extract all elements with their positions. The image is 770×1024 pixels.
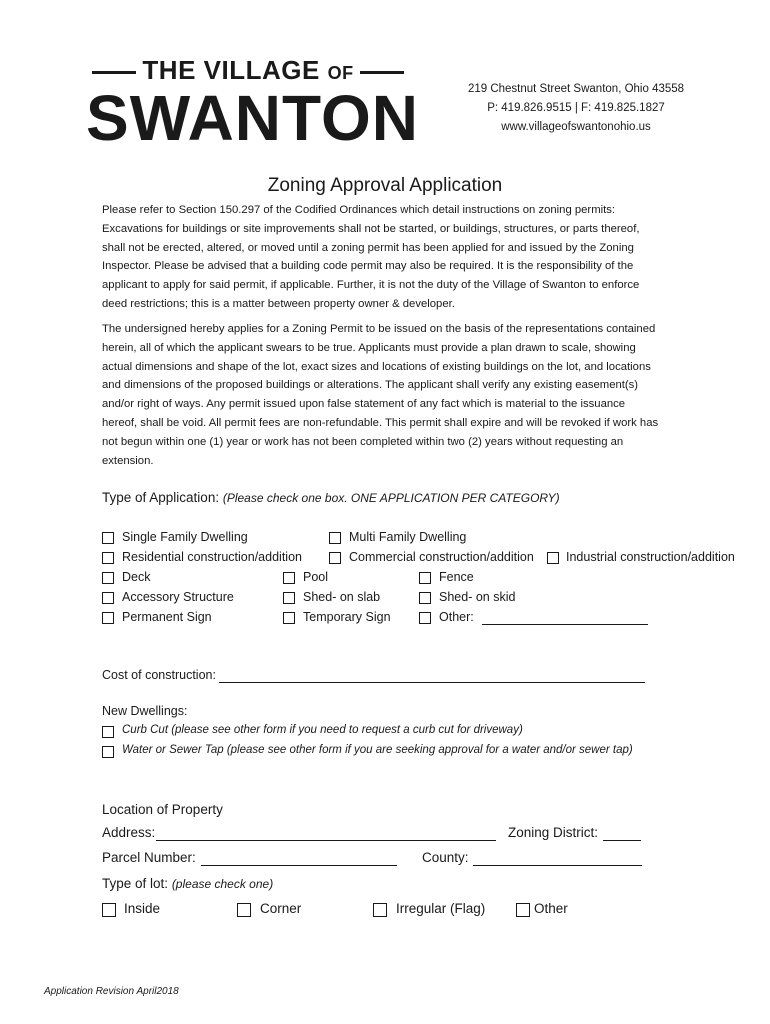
label-fence: Fence — [439, 570, 474, 584]
address-label: Address: — [102, 825, 156, 840]
checkbox-water-sewer[interactable] — [102, 746, 114, 758]
county-input[interactable] — [473, 865, 642, 866]
checkbox-industrial[interactable] — [547, 552, 559, 564]
checkbox-shed-skid[interactable] — [419, 592, 431, 604]
label-industrial: Industrial construction/addition — [566, 550, 735, 564]
checkbox-fence[interactable] — [419, 572, 431, 584]
parcel-number-label: Parcel Number: — [102, 850, 196, 865]
page-title: Zoning Approval Application — [267, 175, 503, 196]
intro-paragraph-2: The undersigned hereby applies for a Zoning Permit to be issued on the basis of the representations contained herein, all of which the applicant swears to be true. Applicants must provide a plan drawn to scale, showing actual dimensions and shape of the lot, exact sizes and locations of existing buildings on the lot, and locations and dimensions of the proposed buildings or alterations. The applicant shall verify any existing easement(s) and/or right of ways. Any permit issued upon false statement of any fact which is material to the issuance hereof, shall be void. All permit fees are non-refundable. This permit shall expire and will be revoked if work has not begun within one (1) year or work has not been completed within two (2) years without requesting an extension. — [102, 323, 659, 467]
label-pool: Pool — [303, 570, 329, 584]
parcel-number-input[interactable] — [201, 865, 397, 866]
label-deck: Deck — [122, 570, 151, 584]
application-type-label: Type of Application: — [102, 490, 220, 505]
checkbox-permanent-sign[interactable] — [102, 612, 114, 624]
checkbox-other-type[interactable] — [419, 612, 431, 624]
lot-type-note: (please check one) — [171, 877, 274, 891]
label-shed-slab: Shed- on slab — [303, 590, 381, 604]
cost-label: Cost of construction: — [102, 668, 216, 682]
checkbox-accessory[interactable] — [102, 592, 114, 604]
new-dwellings-label: New Dwellings: — [102, 704, 188, 718]
checkbox-pool[interactable] — [283, 572, 295, 584]
contact-phone-fax: P: 419.826.9515 | F: 419.825.1827 — [487, 102, 665, 114]
label-lot-other: Other — [534, 901, 568, 916]
label-other-type: Other: — [439, 610, 474, 624]
logo-rule-right — [360, 71, 404, 74]
checkbox-shed-slab[interactable] — [283, 592, 295, 604]
label-lot-corner: Corner — [260, 901, 302, 916]
checkbox-temporary-sign[interactable] — [283, 612, 295, 624]
address-input[interactable] — [156, 840, 496, 841]
contact-address: 219 Chestnut Street Swanton, Ohio 43558 — [467, 83, 685, 95]
revision-footer: Application Revision April2018 — [44, 986, 179, 997]
checkbox-deck[interactable] — [102, 572, 114, 584]
label-single-family: Single Family Dwelling — [122, 530, 248, 544]
other-type-input[interactable] — [482, 624, 648, 625]
checkbox-lot-corner[interactable] — [237, 903, 251, 917]
label-commercial: Commercial construction/addition — [349, 550, 534, 564]
checkbox-curb-cut[interactable] — [102, 726, 114, 738]
location-heading: Location of Property — [102, 802, 223, 817]
intro-paragraph-1: Please refer to Section 150.297 of the Codified Ordinances which detail instructions on zoning permits: Excavations for buildings or site improvements shall not be started, or buildings, structures, or parts thereof, shall not be erected, altered, or moved until a zoning permit has been applied for and issued by the Zoning Inspector. Please be advised that a building code permit may also be required. It is the responsibility of the applicant to apply for said permit, if applicable. Further, it is not the duty of the Village of Swanton to enforce deed restrictions; this is a matter between property owner & developer. — [102, 204, 640, 310]
checkbox-commercial[interactable] — [329, 552, 341, 564]
county-label: County: — [422, 850, 469, 865]
checkbox-lot-irregular[interactable] — [373, 903, 387, 917]
label-residential: Residential construction/addition — [122, 550, 302, 564]
logo-line1: THE VILLAGE — [142, 55, 320, 85]
contact-website: www.villageofswantonohio.us — [501, 121, 651, 133]
lot-type-label: Type of lot: — [102, 876, 169, 891]
label-curb-cut: Curb Cut (please see other form if you need to request a curb cut for driveway) — [122, 724, 523, 736]
logo-line2: SWANTON — [86, 82, 419, 154]
application-type-heading — [102, 490, 560, 505]
checkbox-lot-inside[interactable] — [102, 903, 116, 917]
label-permanent-sign: Permanent Sign — [122, 610, 212, 624]
label-shed-skid: Shed- on skid — [439, 590, 516, 604]
label-multi-family: Multi Family Dwelling — [349, 530, 467, 544]
checkbox-lot-other[interactable] — [516, 903, 530, 917]
lot-type-heading — [102, 876, 273, 891]
label-water-sewer: Water or Sewer Tap (please see other form if you are seeking approval for a water and/or sewer tap) — [122, 744, 633, 756]
label-temporary-sign: Temporary Sign — [303, 610, 391, 624]
checkbox-single-family[interactable] — [102, 532, 114, 544]
label-lot-inside: Inside — [124, 901, 161, 916]
application-type-note: (Please check one box. ONE APPLICATION PER CATEGORY) — [222, 491, 560, 505]
checkbox-multi-family[interactable] — [329, 532, 341, 544]
checkbox-residential[interactable] — [102, 552, 114, 564]
zoning-district-input[interactable] — [603, 840, 641, 841]
label-lot-irregular: Irregular (Flag) — [396, 901, 486, 916]
cost-input[interactable] — [219, 682, 645, 683]
zoning-district-label: Zoning District: — [508, 825, 599, 840]
logo-of: OF — [327, 63, 354, 83]
label-accessory: Accessory Structure — [122, 590, 234, 604]
